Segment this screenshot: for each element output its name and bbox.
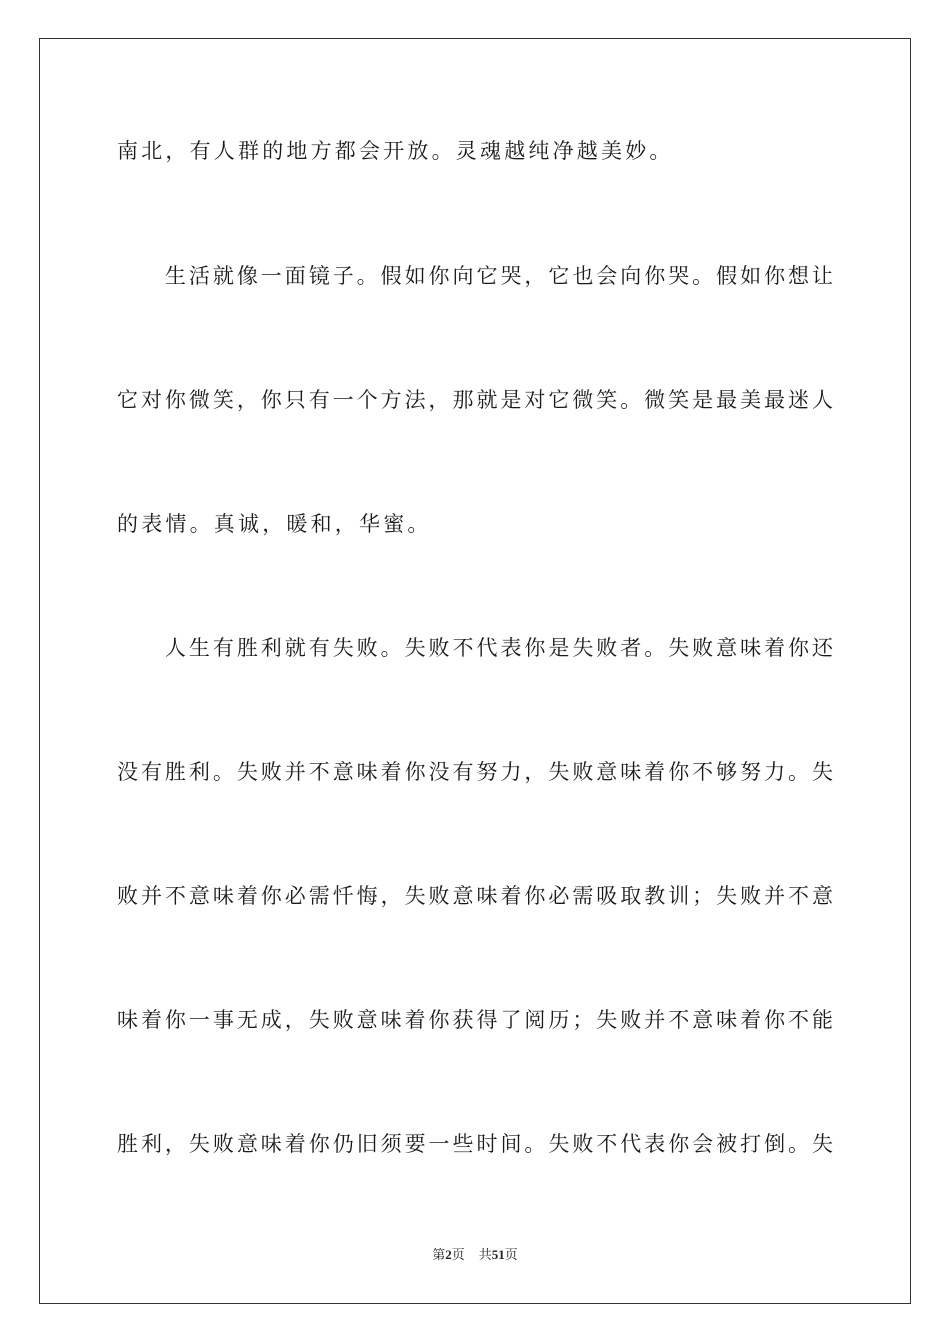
text-line-9: 胜利，失败意味着你仍旧须要一些时间。失败不代表你会被打倒。失 xyxy=(117,1132,833,1156)
text-line-7: 败并不意味着你必需忏悔，失败意味着你必需吸取教训；失败并不意 xyxy=(117,884,833,908)
page-number: 2 xyxy=(445,1247,452,1262)
total-suffix: 页 xyxy=(504,1248,518,1263)
text-line-1: 南北，有人群的地方都会开放。灵魂越纯净越美妙。 xyxy=(117,139,674,163)
page-footer xyxy=(0,1246,950,1265)
page-border xyxy=(39,38,911,1304)
total-prefix: 共 xyxy=(478,1248,492,1263)
text-line-2: 生活就像一面镜子。假如你向它哭，它也会向你哭。假如你想让 xyxy=(117,264,833,288)
total-pages: 51 xyxy=(491,1247,505,1262)
page-suffix: 页 xyxy=(451,1248,465,1263)
text-line-4: 的表情。真诚，暖和，华蜜。 xyxy=(117,512,432,536)
page-prefix: 第 xyxy=(432,1248,446,1263)
text-line-6: 没有胜利。失败并不意味着你没有努力，失败意味着你不够努力。失 xyxy=(117,760,833,784)
text-line-8: 味着你一事无成，失败意味着你获得了阅历；失败并不意味着你不能 xyxy=(117,1008,833,1032)
text-line-5: 人生有胜利就有失败。失败不代表你是失败者。失败意味着你还 xyxy=(117,636,833,660)
text-line-3: 它对你微笑，你只有一个方法，那就是对它微笑。微笑是最美最迷人 xyxy=(117,388,833,412)
